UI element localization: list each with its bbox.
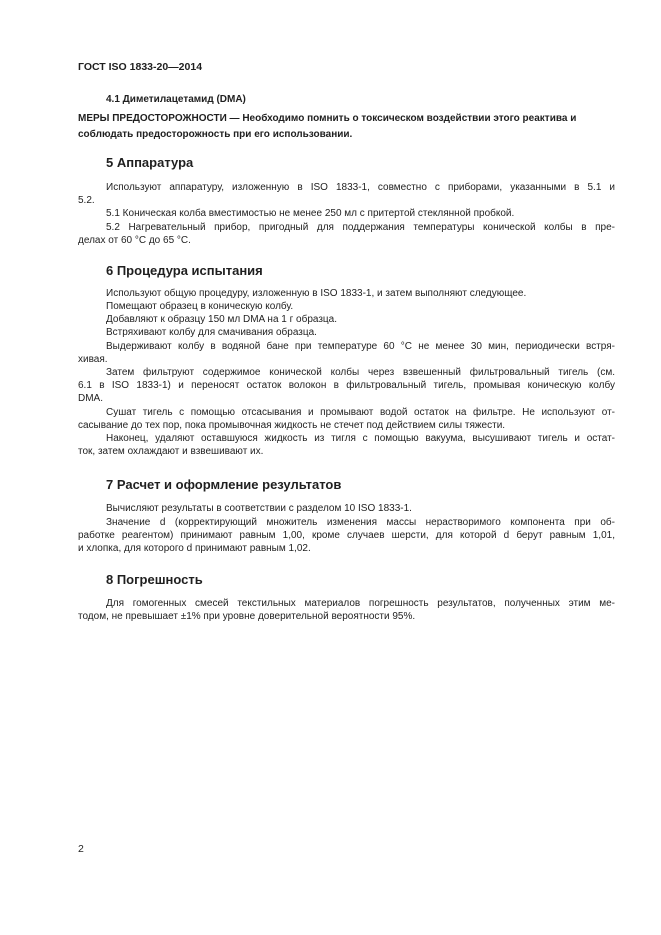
- s5-line-2: 5.2.: [78, 195, 95, 206]
- page-number: 2: [78, 843, 84, 855]
- s6-line-5: Выдерживают колбу в водяной бане при температуре 60 °С не менее 30 мин, периодически встря-: [106, 341, 615, 352]
- s5-line-5: делах от 60 °С до 65 °С.: [78, 235, 191, 246]
- s7-line-2: Значение d (корректирующий множитель изменения массы нерастворимого компонента при об-: [106, 517, 615, 528]
- s6-line-3: Добавляют к образцу 150 мл DMA на 1 г образца.: [106, 314, 338, 325]
- s8-line-1: Для гомогенных смесей текстильных материалов погрешность результатов, полученных этим ме-: [106, 598, 615, 609]
- s7-line-4: и хлопка, для которого d принимают равным 1,02.: [78, 543, 311, 554]
- s6-line-1: Используют общую процедуру, изложенную в ISO 1833-1, и затем выполняют следующее.: [106, 288, 527, 299]
- section-8-title: 8 Погрешность: [106, 572, 203, 587]
- s6-line-12: Наконец, удаляют оставшуюся жидкость из тигля с помощью вакуума, высушивают тигель и остат-: [106, 433, 615, 444]
- subsection-4-1-title: 4.1 Диметилацетамид (DMA): [106, 94, 246, 105]
- section-6-title: 6 Процедура испытания: [106, 263, 263, 278]
- s8-line-2: тодом, не превышает ±1% при уровне доверительной вероятности 95%.: [78, 611, 416, 622]
- s6-line-13: ток, затем охлаждают и взвешивают их.: [78, 446, 264, 457]
- safety-warning: МЕРЫ ПРЕДОСТОРОЖНОСТИ — Необходимо помнить о токсическом воздействии этого реактива и соблюдать предосторожность при его использовании.: [78, 113, 577, 140]
- s6-line-6: хивая.: [78, 354, 108, 365]
- s6-line-9: DMA.: [78, 393, 103, 404]
- s7-line-3: работке реагентом) принимают равным 1,00, кроме случаев шерсти, для которой d берут равным 1,01,: [78, 530, 615, 541]
- s6-line-11: сасывание до тех пор, пока промывочная жидкость не стечет под действием силы тяжести.: [78, 420, 506, 431]
- s6-line-10: Сушат тигель с помощью отсасывания и промывают водой остаток на фильтре. Не используют от-: [106, 407, 615, 418]
- s5-line-4: 5.2 Нагревательный прибор, пригодный для поддержания температуры конической колбы в пре-: [106, 222, 615, 233]
- s7-line-1: Вычисляют результаты в соответствии с разделом 10 ISO 1833-1.: [106, 503, 412, 514]
- s6-line-2: Помещают образец в коническую колбу.: [106, 301, 294, 312]
- s6-line-7: Затем фильтруют содержимое конической колбы через взвешенный фильтровальный тигель (см.: [106, 367, 615, 378]
- section-5-title: 5 Аппаратура: [106, 155, 194, 170]
- document-header: ГОСТ ISO 1833-20—2014: [78, 61, 203, 73]
- s5-line-1: Используют аппаратуру, изложенную в ISO 1833-1, совместно с приборами, указанными в 5.1 и: [106, 182, 615, 193]
- s6-line-8: 6.1 в ISO 1833-1) и переносят остаток волокон в фильтровальный тигель, промывая коническую колбу: [78, 380, 615, 391]
- s6-line-4: Встряхивают колбу для смачивания образца.: [106, 327, 317, 338]
- s5-line-3: 5.1 Коническая колба вместимостью не менее 250 мл с притертой стеклянной пробкой.: [106, 208, 515, 219]
- section-7-title: 7 Расчет и оформление результатов: [106, 477, 342, 492]
